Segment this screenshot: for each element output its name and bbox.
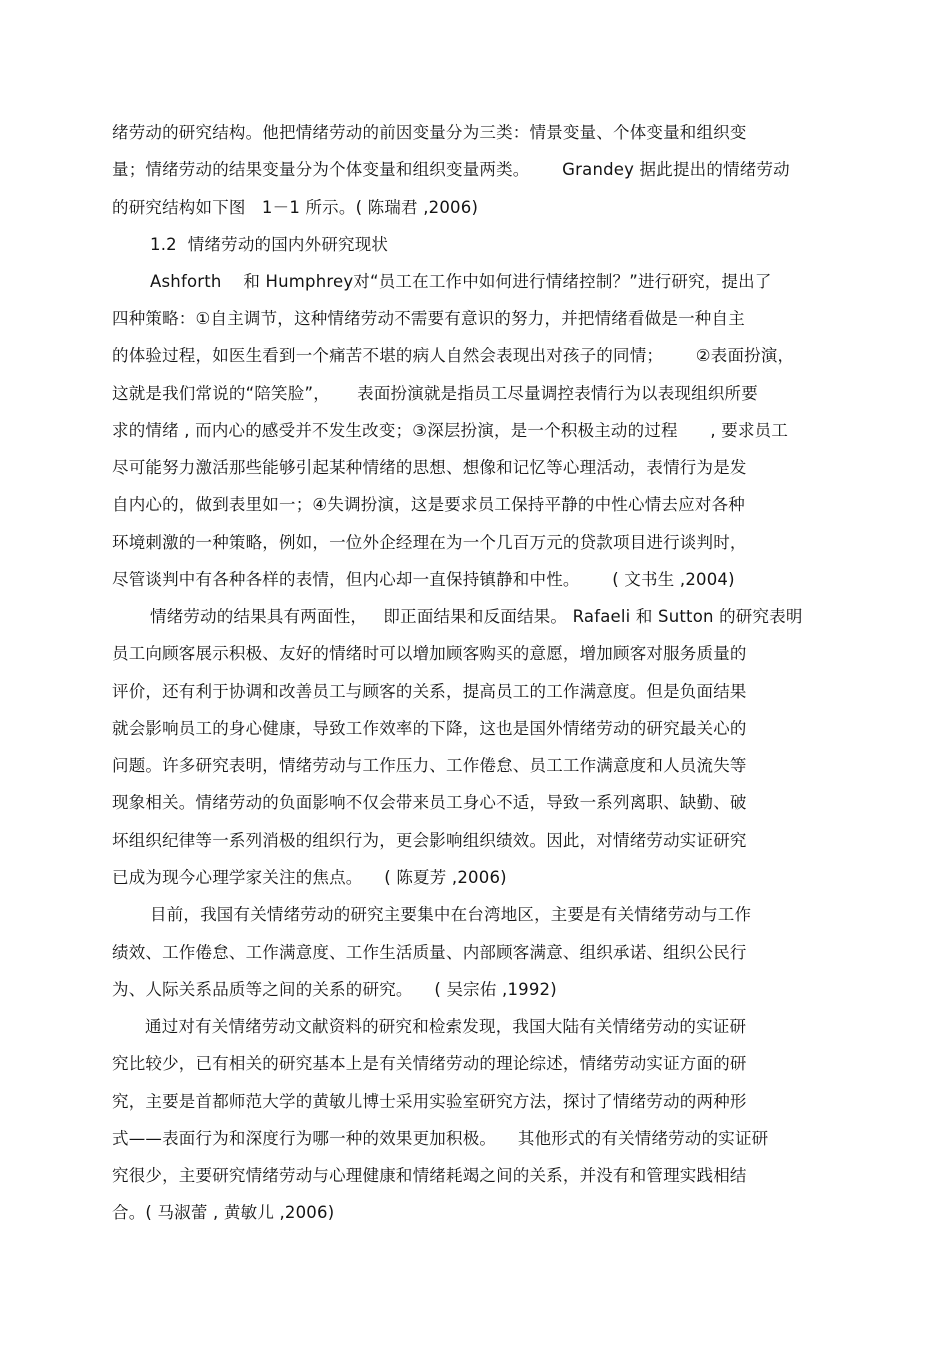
text-line: 式——表面行为和深度行为哪一种的效果更加积极。 其他形式的有关情绪劳动的实证研 bbox=[112, 1129, 769, 1148]
text-line: 环境刺激的一种策略，例如，一位外企经理在为一个几百万元的贷款项目进行谈判时， bbox=[112, 533, 747, 552]
text-line: 的研究结构如下图 1－1 所示。( 陈瑞君 ,2006) bbox=[112, 198, 479, 217]
text-line: 的体验过程，如医生看到一个痛苦不堪的病人自然会表现出对孩子的同情； ②表面扮演， bbox=[112, 346, 795, 365]
text-line: 问题。许多研究表明，情绪劳动与工作压力、工作倦怠、员工工作满意度和人员流失等 bbox=[112, 756, 747, 775]
text-line: 评价，还有利于协调和改善员工与顾客的关系，提高员工的工作满意度。但是负面结果 bbox=[112, 682, 747, 701]
text-line: 究很少，主要研究情绪劳动与心理健康和情绪耗竭之间的关系，并没有和管理实践相结 bbox=[112, 1166, 747, 1185]
text-line: 员工向顾客展示积极、友好的情绪时可以增加顾客购买的意愿，增加顾客对服务质量的 bbox=[112, 644, 747, 663]
text-line: 已成为现今心理学家关注的焦点。 ( 陈夏芳 ,2006) bbox=[112, 868, 507, 887]
text-line: 究，主要是首都师范大学的黄敏儿博士采用实验室研究方法，探讨了情绪劳动的两种形 bbox=[112, 1092, 747, 1111]
text-line: 合。( 马淑蕾 , 黄敏儿 ,2006) bbox=[112, 1203, 335, 1222]
text-line: 坏组织纪律等一系列消极的组织行为，更会影响组织绩效。因此，对情绪劳动实证研究 bbox=[112, 831, 747, 850]
text-line: 尽可能努力激活那些能够引起某种情绪的思想、想像和记忆等心理活动，表情行为是发 bbox=[112, 458, 747, 477]
text-line: 绩效、工作倦怠、工作满意度、工作生活质量、内部顾客满意、组织承诺、组织公民行 bbox=[112, 943, 747, 962]
text-line: 量；情绪劳动的结果变量分为个体变量和组织变量两类。 Grandey 据此提出的情绪劳动 bbox=[112, 160, 790, 179]
text-line: 目前，我国有关情绪劳动的研究主要集中在台湾地区，主要是有关情绪劳动与工作 bbox=[150, 905, 752, 924]
text-line: 这就是我们常说的“陪笑脸”， 表面扮演就是指员工尽量调控表情行为以表现组织所要 bbox=[112, 384, 758, 403]
text-line: Ashforth 和 Humphrey对“员工在工作中如何进行情绪控制？”进行研究，提出了 bbox=[150, 272, 772, 291]
text-line: 情绪劳动的结果具有两面性， 即正面结果和反面结果。 Rafaeli 和 Sutton 的研究表明 bbox=[150, 607, 803, 626]
text-line: 通过对有关情绪劳动文献资料的研究和检索发现，我国大陆有关情绪劳动的实证研 bbox=[145, 1017, 747, 1036]
section-heading: 1.2 情绪劳动的国内外研究现状 bbox=[150, 235, 389, 254]
text-line: 求的情绪 , 而内心的感受并不发生改变；③深层扮演，是一个积极主动的过程 , 要求员工 bbox=[112, 421, 789, 440]
text-line: 究比较少，已有相关的研究基本上是有关情绪劳动的理论综述，情绪劳动实证方面的研 bbox=[112, 1054, 747, 1073]
text-line: 自内心的，做到表里如一；④失调扮演，这是要求员工保持平静的中性心情去应对各种 bbox=[112, 495, 745, 514]
text-line: 就会影响员工的身心健康，导致工作效率的下降，这也是国外情绪劳动的研究最关心的 bbox=[112, 719, 747, 738]
text-line: 四种策略：①自主调节，这种情绪劳动不需要有意识的努力，并把情绪看做是一种自主 bbox=[112, 309, 745, 328]
text-line: 为、人际关系品质等之间的关系的研究。 ( 吴宗佑 ,1992) bbox=[112, 980, 557, 999]
text-line: 尽管谈判中有各种各样的表情，但内心却一直保持镇静和中性。 ( 文书生 ,2004) bbox=[112, 570, 735, 589]
text-line: 绪劳动的研究结构。他把情绪劳动的前因变量分为三类：情景变量、个体变量和组织变 bbox=[112, 123, 747, 142]
text-line: 现象相关。情绪劳动的负面影响不仅会带来员工身心不适，导致一系列离职、缺勤、破 bbox=[112, 793, 747, 812]
